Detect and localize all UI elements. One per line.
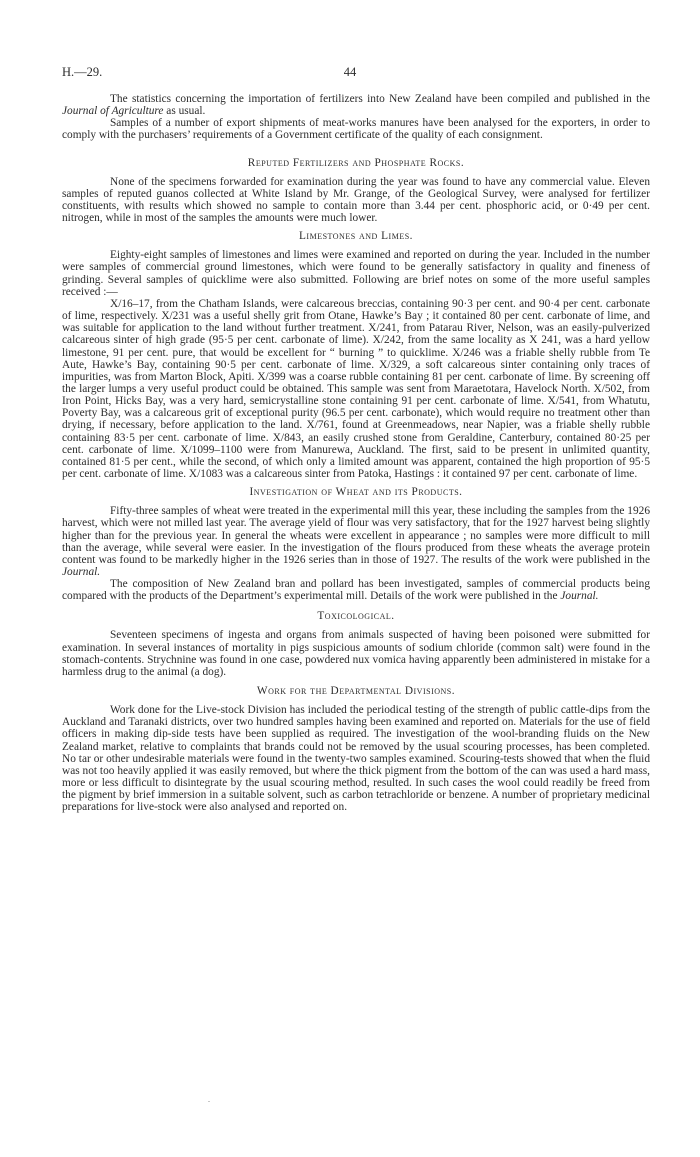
intro-paragraph-1-text: The statistics concerning the importation of fertilizers into New Zealand have been compiled and published in the xyxy=(110,93,650,105)
wheat-paragraph-2-text: The composition of New Zealand bran and pollard has been investigated, samples of commercial products being compared with the products of the Department’s experimental mill. Details of the work were published in the xyxy=(62,578,650,603)
document-reference: H.—29. xyxy=(62,65,103,79)
section-heading-limestones: Limestones and Limes. xyxy=(299,230,413,243)
section-heading-departmental: Work for the Departmental Divisions. xyxy=(256,685,456,698)
intro-paragraph-1-end: as usual. xyxy=(163,105,206,118)
section-heading-fertilizers: Reputed Fertilizers and Phosphate Rocks. xyxy=(247,156,465,169)
scan-speck xyxy=(208,1101,210,1102)
intro-paragraph-2: Samples of a number of export shipments of meat-works manures have been analysed for the exporters, in order to comply with the purchasers’ requirements of a Government certificate of the quality of each consignment. xyxy=(62,117,650,142)
wheat-paragraph-1 xyxy=(62,505,650,578)
journal-title-italic: Journal of Agriculture xyxy=(62,105,164,118)
section-heading-wheat: Investigation of Wheat and its Products. xyxy=(249,486,463,499)
limestones-paragraph-1: Eighty-eight samples of limestones and limes were examined and reported on during the year. Included in the number were samples of commercial ground limestones, which were found to be generally satisfactory in quality and fineness of grinding. Several samples of quicklime were also submitted. Following are brief notes on some of the more useful samples received :— xyxy=(62,249,650,298)
page-number: 44 xyxy=(343,65,357,79)
journal-italic: Journal. xyxy=(62,566,101,578)
intro-paragraph-1 xyxy=(62,93,650,117)
wheat-paragraph-1-text: Fifty-three samples of wheat were treated in the experimental mill this year, these including the samples from the 1926 harvest, which were not milled last year. The average yield of flour was very satisfactory, that for the 1927 harvest being slightly higher than for the previous year. In general the wheats were excellent in appearance ; no samples were more difficult to mill than the average, while several were easier. In the investigation of the flours produced from these wheats the average protein content was found to be markedly higher in the 1926 series than in those of 1927. The results of the work were published in the xyxy=(62,505,650,566)
toxicological-paragraph: Seventeen specimens of ingesta and organs from animals suspected of having been poisoned were submitted for examination. In several instances of mortality in pigs suspicious amounts of sodium chloride (common salt) were found in the stomach-contents. Strychnine was found in one case, powdered nux vomica having apparently been administered in mistake for a harmless drug to the animal (a dog). xyxy=(62,629,650,678)
document-body xyxy=(62,93,650,814)
fertilizers-paragraph: None of the specimens forwarded for examination during the year was found to have any commercial value. Eleven samples of reputed guanos collected at White Island by Mr. Grange, of the Geological Survey, were analysed for fertilizer constituents, with results which showed no sample to contain more than 3.44 per cent. phosphoric acid, or 0·49 per cent. nitrogen, while in most of the samples the amounts were much lower. xyxy=(62,175,650,225)
wheat-paragraph-2 xyxy=(62,578,650,602)
section-heading-toxicological: Toxicological. xyxy=(317,610,395,623)
running-header xyxy=(0,66,700,80)
limestones-paragraph-2: X/16–17, from the Chatham Islands, were calcareous breccias, containing 90·3 per cent. and 90·4 per cent. carbonate of lime, respectively. X/231 was a useful shelly grit from Otane, Hawke’s Bay ; it contained 80 per cent. carbonate of lime, and was suitable for application to the land without further treatment. X/241, from Patarau River, Nelson, was an easily-pulverized calcareous sinter of high grade (95·5 per cent. carbonate of lime). X/242, from the same locality as X 241, was a hard yellow limestone, 91 per cent. pure, that would be excellent for “ burning ” to quicklime. X/246 was a friable shelly rubble from Te Aute, Hawke’s Bay, containing 90·5 per cent. carbonate of lime. X/329, a soft calcareous sinter containing only traces of impurities, was from Marton Block, Apiti. X/399 was a coarse rubble containing 81 per cent. carbonate of lime. By screening off the larger lumps a very useful product could be obtained. This sample was sent from Maraetotara, Havelock North. X/502, from Iron Point, Hicks Bay, was a very hard, semicrystalline stone containing 91 per cent. carbonate of lime. X/541, from Whatutu, Poverty Bay, was a calcareous grit of exceptional purity (96.5 per cent. carbonate), which would require no treatment other than drying, if necessary, before application to the land. X/761, found at Greenmeadows, near Napier, was a friable shelly rubble containing 83·5 per cent. carbonate of lime. X/843, an easily crushed stone from Geraldine, Canterbury, contained 80·25 per cent. carbonate of lime. X/1099–1100 were from Manurewa, Auckland. The first, said to be present in unlimited quantity, contained 81·5 per cent., while the second, of which only a limited amount was apparent, contained the high proportion of 95·5 per cent. carbonate of lime. X/1083 was a calcareous sinter from Patoka, Hastings : it contained 97 per cent. carbonate of lime. xyxy=(62,297,650,481)
journal-italic: Journal. xyxy=(560,590,599,603)
departmental-paragraph: Work done for the Live-stock Division has included the periodical testing of the strength of public cattle-dips from the Auckland and Taranaki districts, over two hundred samples having been examined and reported on. Materials for the use of field officers in making dip-side tests have been supplied as required. The investigation of the wool-branding fluids on the New Zealand market, relative to complaints that brands could not be removed by the usual scouring processes, has been completed. No tar or other undesirable materials were found in the twenty-two samples examined. Scouring-tests showed that when the fluid was not too heavily applied it was easily removed, but where the thick pigment from the bottom of the can was used a hard mass, more or less difficult to disintegrate by the usual scouring method, resulted. In such cases the wool could readily be freed from the pigment by brief immersion in a suitable solvent, such as carbon tetrachloride or benzene. A number of proprietary medicinal preparations for live-stock were also analysed and reported on. xyxy=(62,704,650,814)
